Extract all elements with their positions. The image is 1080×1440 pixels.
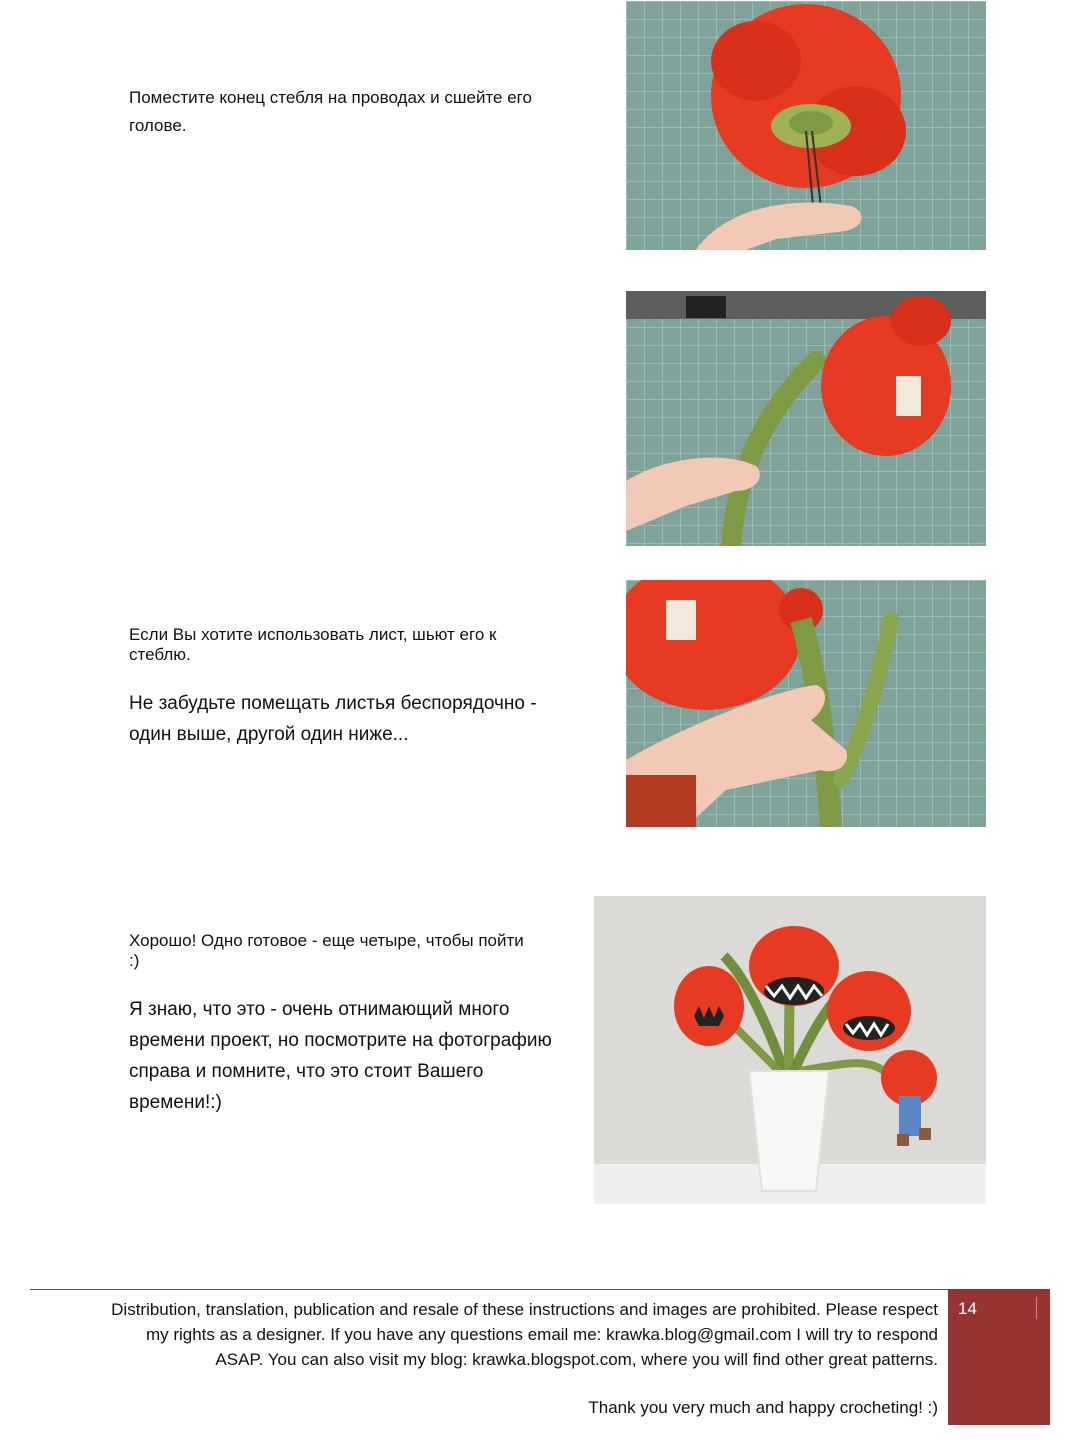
photo-finished-bouquet — [594, 896, 986, 1204]
page-number: 14 — [958, 1299, 977, 1318]
step-caption-1: Поместите конец стебля на проводах и сшейте его голове. — [129, 88, 532, 135]
page-number-box — [948, 1289, 1050, 1425]
photo-leaf-sewing — [626, 580, 986, 827]
step-note-3: Я знаю, что это - очень отнимающий много времени проект, но посмотрите на фотографию справа и помните, что это стоит Вашего времени!:) — [129, 999, 552, 1113]
footer-notice-line-2: my rights as a designer. If you have any questions email me: krawka.blog@gmail.com I will try to respond — [145, 1325, 938, 1344]
step-note-2: Не забудьте помещать листья беспорядочно - один выше, другой один ниже... — [129, 693, 537, 745]
footer-notice-line-1: Distribution, translation, publication and resale of these instructions and images are prohibited. Please respect — [111, 1300, 938, 1319]
footer-thanks: Thank you very much and happy crocheting! :) — [588, 1398, 938, 1417]
step-caption-3: Хорошо! Одно готовое - еще четыре, чтобы пойти :) — [129, 931, 524, 970]
footer-copyright-notice — [30, 1297, 938, 1372]
step-caption-2: Если Вы хотите использовать лист, шьют его к стеблю. — [129, 625, 497, 664]
footer-notice-line-3: ASAP. You can also visit my blog: krawka.blogspot.com, where you will find other great patterns. — [215, 1350, 938, 1369]
photo-flower-head-wires — [626, 1, 986, 250]
photo-stem-attached — [626, 291, 986, 546]
footer-divider — [30, 1289, 948, 1290]
